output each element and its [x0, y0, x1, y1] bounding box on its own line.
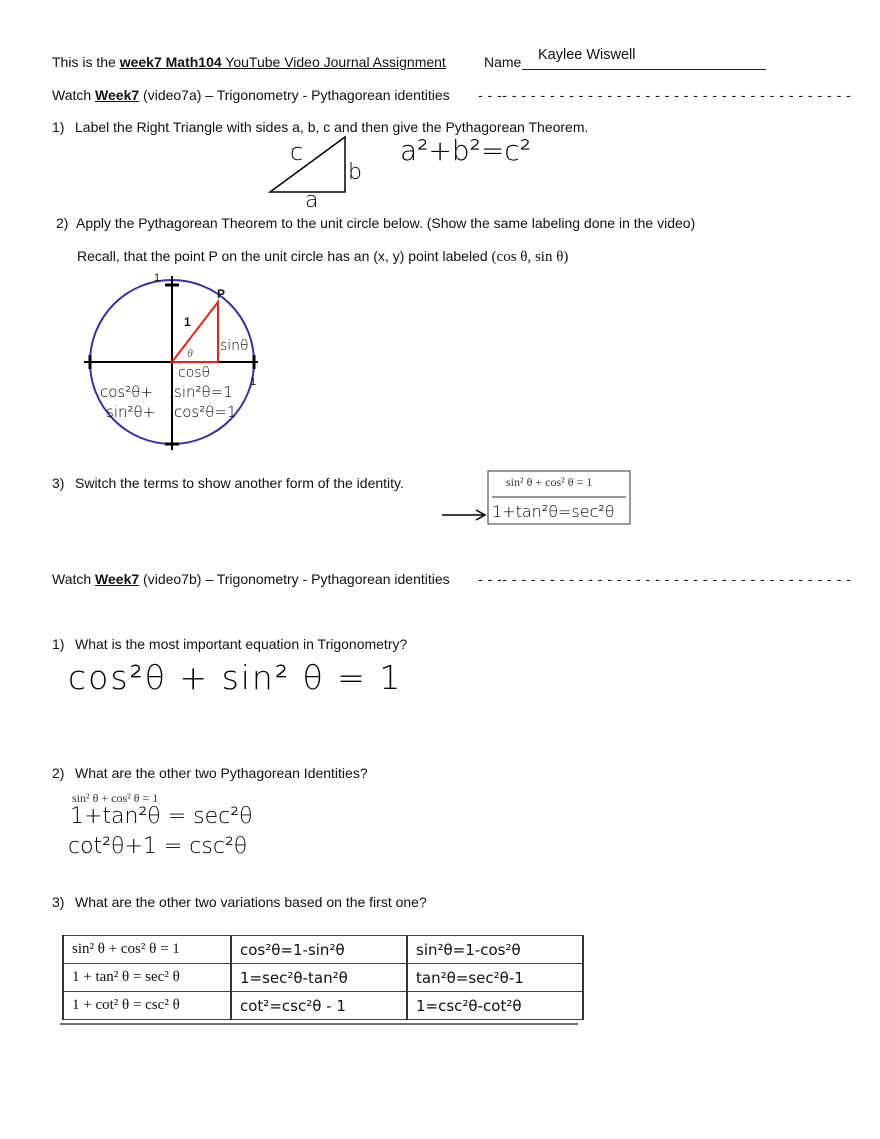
right-eq-2: cos²θ=1: [174, 403, 237, 421]
watch-label: Watch: [52, 571, 96, 587]
q-a2-text: Apply the Pythagorean Theorem to the unit circle below. (Show the same labeling done in the video): [76, 215, 696, 231]
right-eq-1: sin²θ=1: [174, 383, 233, 401]
table-cell: 1=sec²θ-tan²θ: [231, 964, 407, 992]
reference-triangle: [172, 302, 218, 362]
label-cos: cosθ: [178, 365, 211, 381]
right-triangle: [270, 137, 345, 192]
side-a-label: a: [305, 188, 319, 213]
watch-label: Watch: [52, 87, 96, 103]
left-eq-2: sin²θ+: [106, 403, 156, 421]
table-cell: sin² θ + cos² θ = 1: [63, 936, 231, 964]
q-b3-number: 3): [52, 894, 65, 910]
side-b-label: b: [348, 160, 362, 185]
recall-text: [77, 248, 568, 266]
most-important-equation-answer: cos²θ + sin² θ = 1: [68, 658, 403, 697]
switched-identity-answer: 1+tan²θ=sec²θ: [492, 502, 615, 521]
label-theta: θ: [187, 346, 193, 360]
side-c-label: c: [290, 138, 304, 166]
label-hyp: 1: [184, 315, 191, 329]
label-p: P: [217, 287, 226, 301]
identity-variations-table: [62, 935, 584, 1020]
pythagorean-answer: a²+b²=c²: [400, 134, 531, 167]
recall-label: Recall, that the point P on the unit circle has an (x, y) point labeled: [77, 248, 492, 264]
q-b2-text: What are the other two Pythagorean Identities?: [75, 765, 368, 781]
given-identity: sin² θ + cos² θ = 1: [72, 791, 159, 805]
table-cell: cos²θ=1-sin²θ: [231, 936, 407, 964]
q-a1-number: 1): [52, 119, 65, 135]
q-a2-number: 2): [56, 215, 69, 231]
q-b3-text: What are the other two variations based on the first one?: [75, 894, 427, 910]
table-row: [63, 992, 583, 1020]
given-identity: sin² θ + cos² θ = 1: [506, 475, 593, 489]
table-cell: cot²=csc²θ - 1: [231, 992, 407, 1020]
table-cell: tan²θ=sec²θ-1: [407, 964, 583, 992]
identity-answer-2: cot²θ+1 = csc²θ: [68, 834, 248, 859]
label-sin: sinθ: [220, 338, 249, 354]
table-cell: 1=csc²θ-cot²θ: [407, 992, 583, 1020]
identity-answer-1: 1+tan²θ = sec²θ: [70, 804, 253, 829]
table-cell: 1 + tan² θ = sec² θ: [63, 964, 231, 992]
header-prefix: This is the: [52, 54, 120, 70]
course-label: week7 Math104: [119, 54, 222, 70]
name-label: Name: [484, 54, 522, 70]
dash-divider: - - -- - - - - - - - - - - - - - - - - - - - - - - - - - - - - - - - - - - - -: [478, 571, 852, 587]
name-field[interactable]: Kaylee Wiswell: [538, 47, 636, 63]
q-a1-text: Label the Right Triangle with sides a, b, c and then give the Pythagorean Theorem.: [75, 119, 589, 135]
week-label: Week7: [95, 87, 140, 103]
week-label: Week7: [95, 571, 140, 587]
left-eq-1: cos²θ+: [100, 383, 153, 401]
table-cell: 1 + cot² θ = csc² θ: [63, 992, 231, 1020]
q-a3-text: Switch the terms to show another form of the identity.: [75, 475, 404, 491]
assignment-title: YouTube Video Journal Assignment: [221, 54, 446, 70]
q-a3-number: 3): [52, 475, 65, 491]
table-cell: sin²θ=1-cos²θ: [407, 936, 583, 964]
video-title: (video7b) – Trigonometry - Pythagorean identities: [139, 571, 450, 587]
table-row: [63, 936, 583, 964]
table-row: [63, 964, 583, 992]
label-one-right: 1: [250, 376, 257, 388]
section-b-heading: [52, 571, 450, 587]
video-title: (video7a) – Trigonometry - Pythagorean identities: [139, 87, 450, 103]
point-label: (cos θ, sin θ): [491, 249, 569, 265]
q-b1-text: What is the most important equation in Trigonometry?: [75, 636, 408, 652]
q-b2-number: 2): [52, 765, 65, 781]
dash-divider: - - -- - - - - - - - - - - - - - - - - - - - - - - - - - - - - - - - - - - - -: [478, 87, 852, 103]
q-b1-number: 1): [52, 636, 65, 652]
label-one-top: 1: [154, 272, 161, 284]
